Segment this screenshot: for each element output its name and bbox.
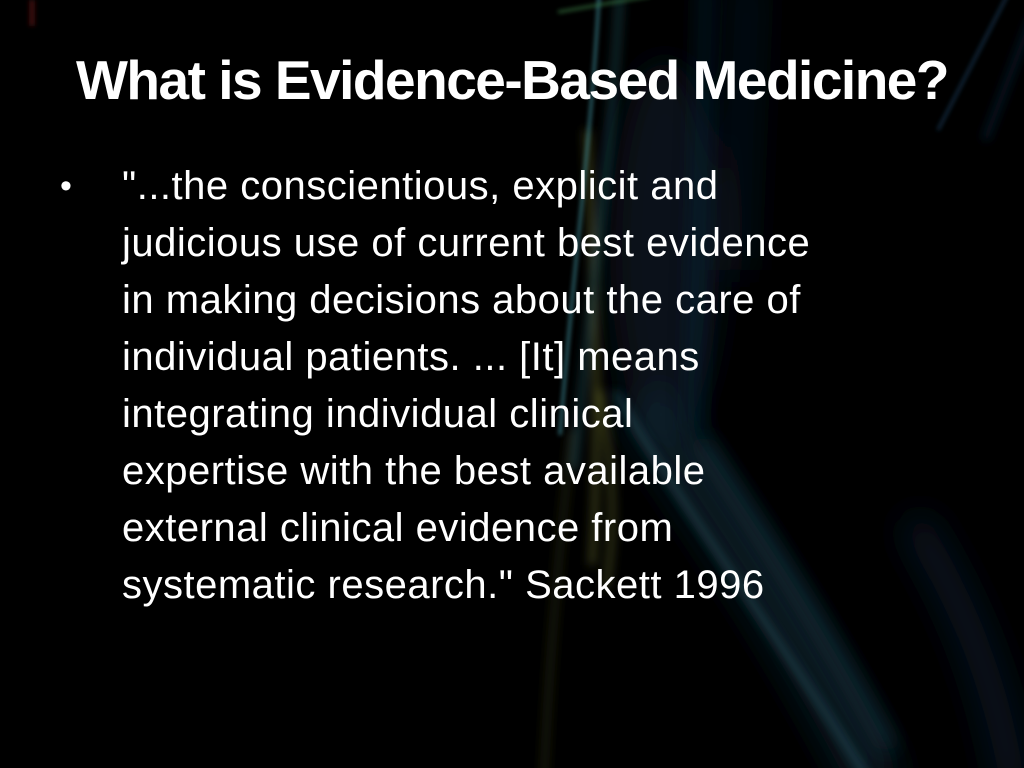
quote-line: "...the conscientious, explicit and bbox=[122, 164, 719, 208]
bullet-list bbox=[60, 158, 994, 614]
bullet-marker: • bbox=[60, 167, 72, 205]
quote-line: in making decisions about the care of bbox=[122, 278, 801, 322]
quote-line: integrating individual clinical bbox=[122, 392, 634, 436]
quote-line: individual patients. ... [It] means bbox=[122, 335, 700, 379]
quote-text bbox=[122, 158, 994, 614]
quote-line: expertise with the best available bbox=[122, 449, 706, 493]
slide-title: What is Evidence-Based Medicine? bbox=[76, 49, 948, 111]
quote-line: external clinical evidence from bbox=[122, 506, 674, 550]
quote-line: systematic research." Sackett 1996 bbox=[122, 563, 765, 607]
quote-line: judicious use of current best evidence bbox=[122, 221, 811, 265]
smoke-green-top bbox=[558, 0, 650, 12]
